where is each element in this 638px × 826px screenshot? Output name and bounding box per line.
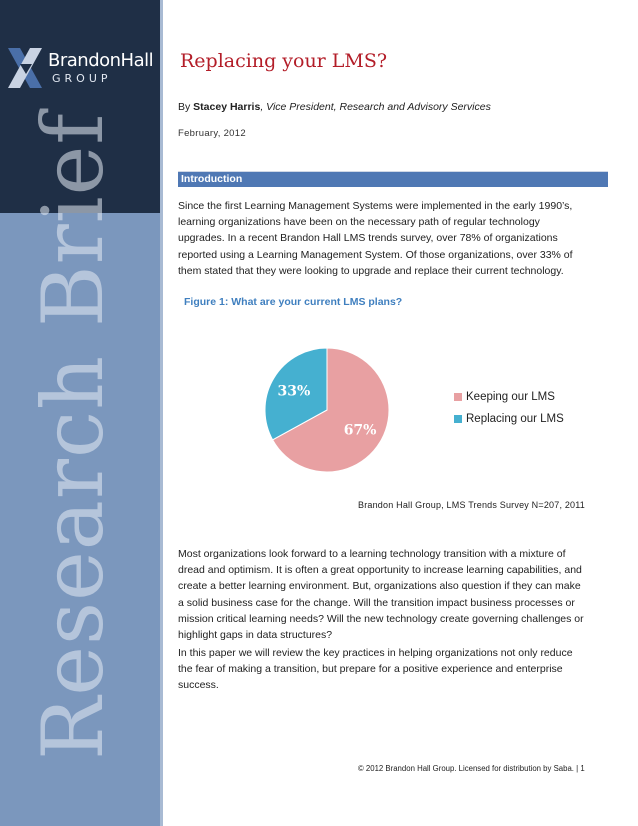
legend-label: Replacing our LMS [466,413,564,425]
author-role: , Vice President, Research and Advisory Services [260,101,491,113]
legend-swatch [454,415,462,423]
legend-item [454,408,564,430]
body-paragraph: In this paper we will review the key practices in helping organizations not only reduce the fear of making a transition, but prepare for a positive experience and enterprise success. [178,647,573,692]
pie-slice-label: 67% [343,422,377,439]
pie-chart [222,330,638,490]
intro-paragraph: Since the first Learning Management Systems were implemented in the early 1990’s, learning organizations have been on the necessary path of regular technology upgrades. In a recent Brandon Hall LMS trends survey, over 78% of organizations reported using a Learning Management System. Of those organizations, over 33% of them stated that they were looking to upgrade and replace their current technology. [178,200,573,277]
brandon-hall-logo [6,42,158,98]
body-paragraph: Most organizations look forward to a learning technology transition with a mixture of dread and optimism. It is often a great opportunity to increase learning capabilities, and create a better learning environment. But, organizations also question if they can make a solid business case for the change. Will the transition impact business processes or mission critical learning needs? Will the new technology create governing challenges or highlight gaps in data structures? [178,548,584,642]
logo-x-icon [6,44,46,92]
pie-slice-label: 33% [277,383,311,400]
page-title: Replacing your LMS? [180,50,388,72]
figure-caption: Figure 1: What are your current LMS plans? [184,296,403,308]
byline-prefix: By [178,101,194,113]
logo-wordmark: BrandonHall [48,50,154,71]
vertical-title: Research Brief [24,112,122,760]
legend-item [454,386,564,408]
byline [178,101,491,113]
figure-source: Brandon Hall Group, LMS Trends Survey N=207, 2011 [358,500,586,510]
section-heading: Introduction [181,173,243,185]
legend-swatch [454,393,462,401]
main-content [162,0,638,826]
legend-label: Keeping our LMS [466,391,555,403]
pie-chart-svg [222,330,442,490]
logo-subword: GROUP [52,72,112,85]
author-name: Stacey Harris [193,101,261,113]
section-bar [178,171,608,187]
publish-date: February, 2012 [178,128,246,139]
page-footer: © 2012 Brandon Hall Group. Licensed for distribution by Saba. | 1 [358,764,585,773]
sidebar [0,0,162,826]
chart-legend [454,386,564,430]
